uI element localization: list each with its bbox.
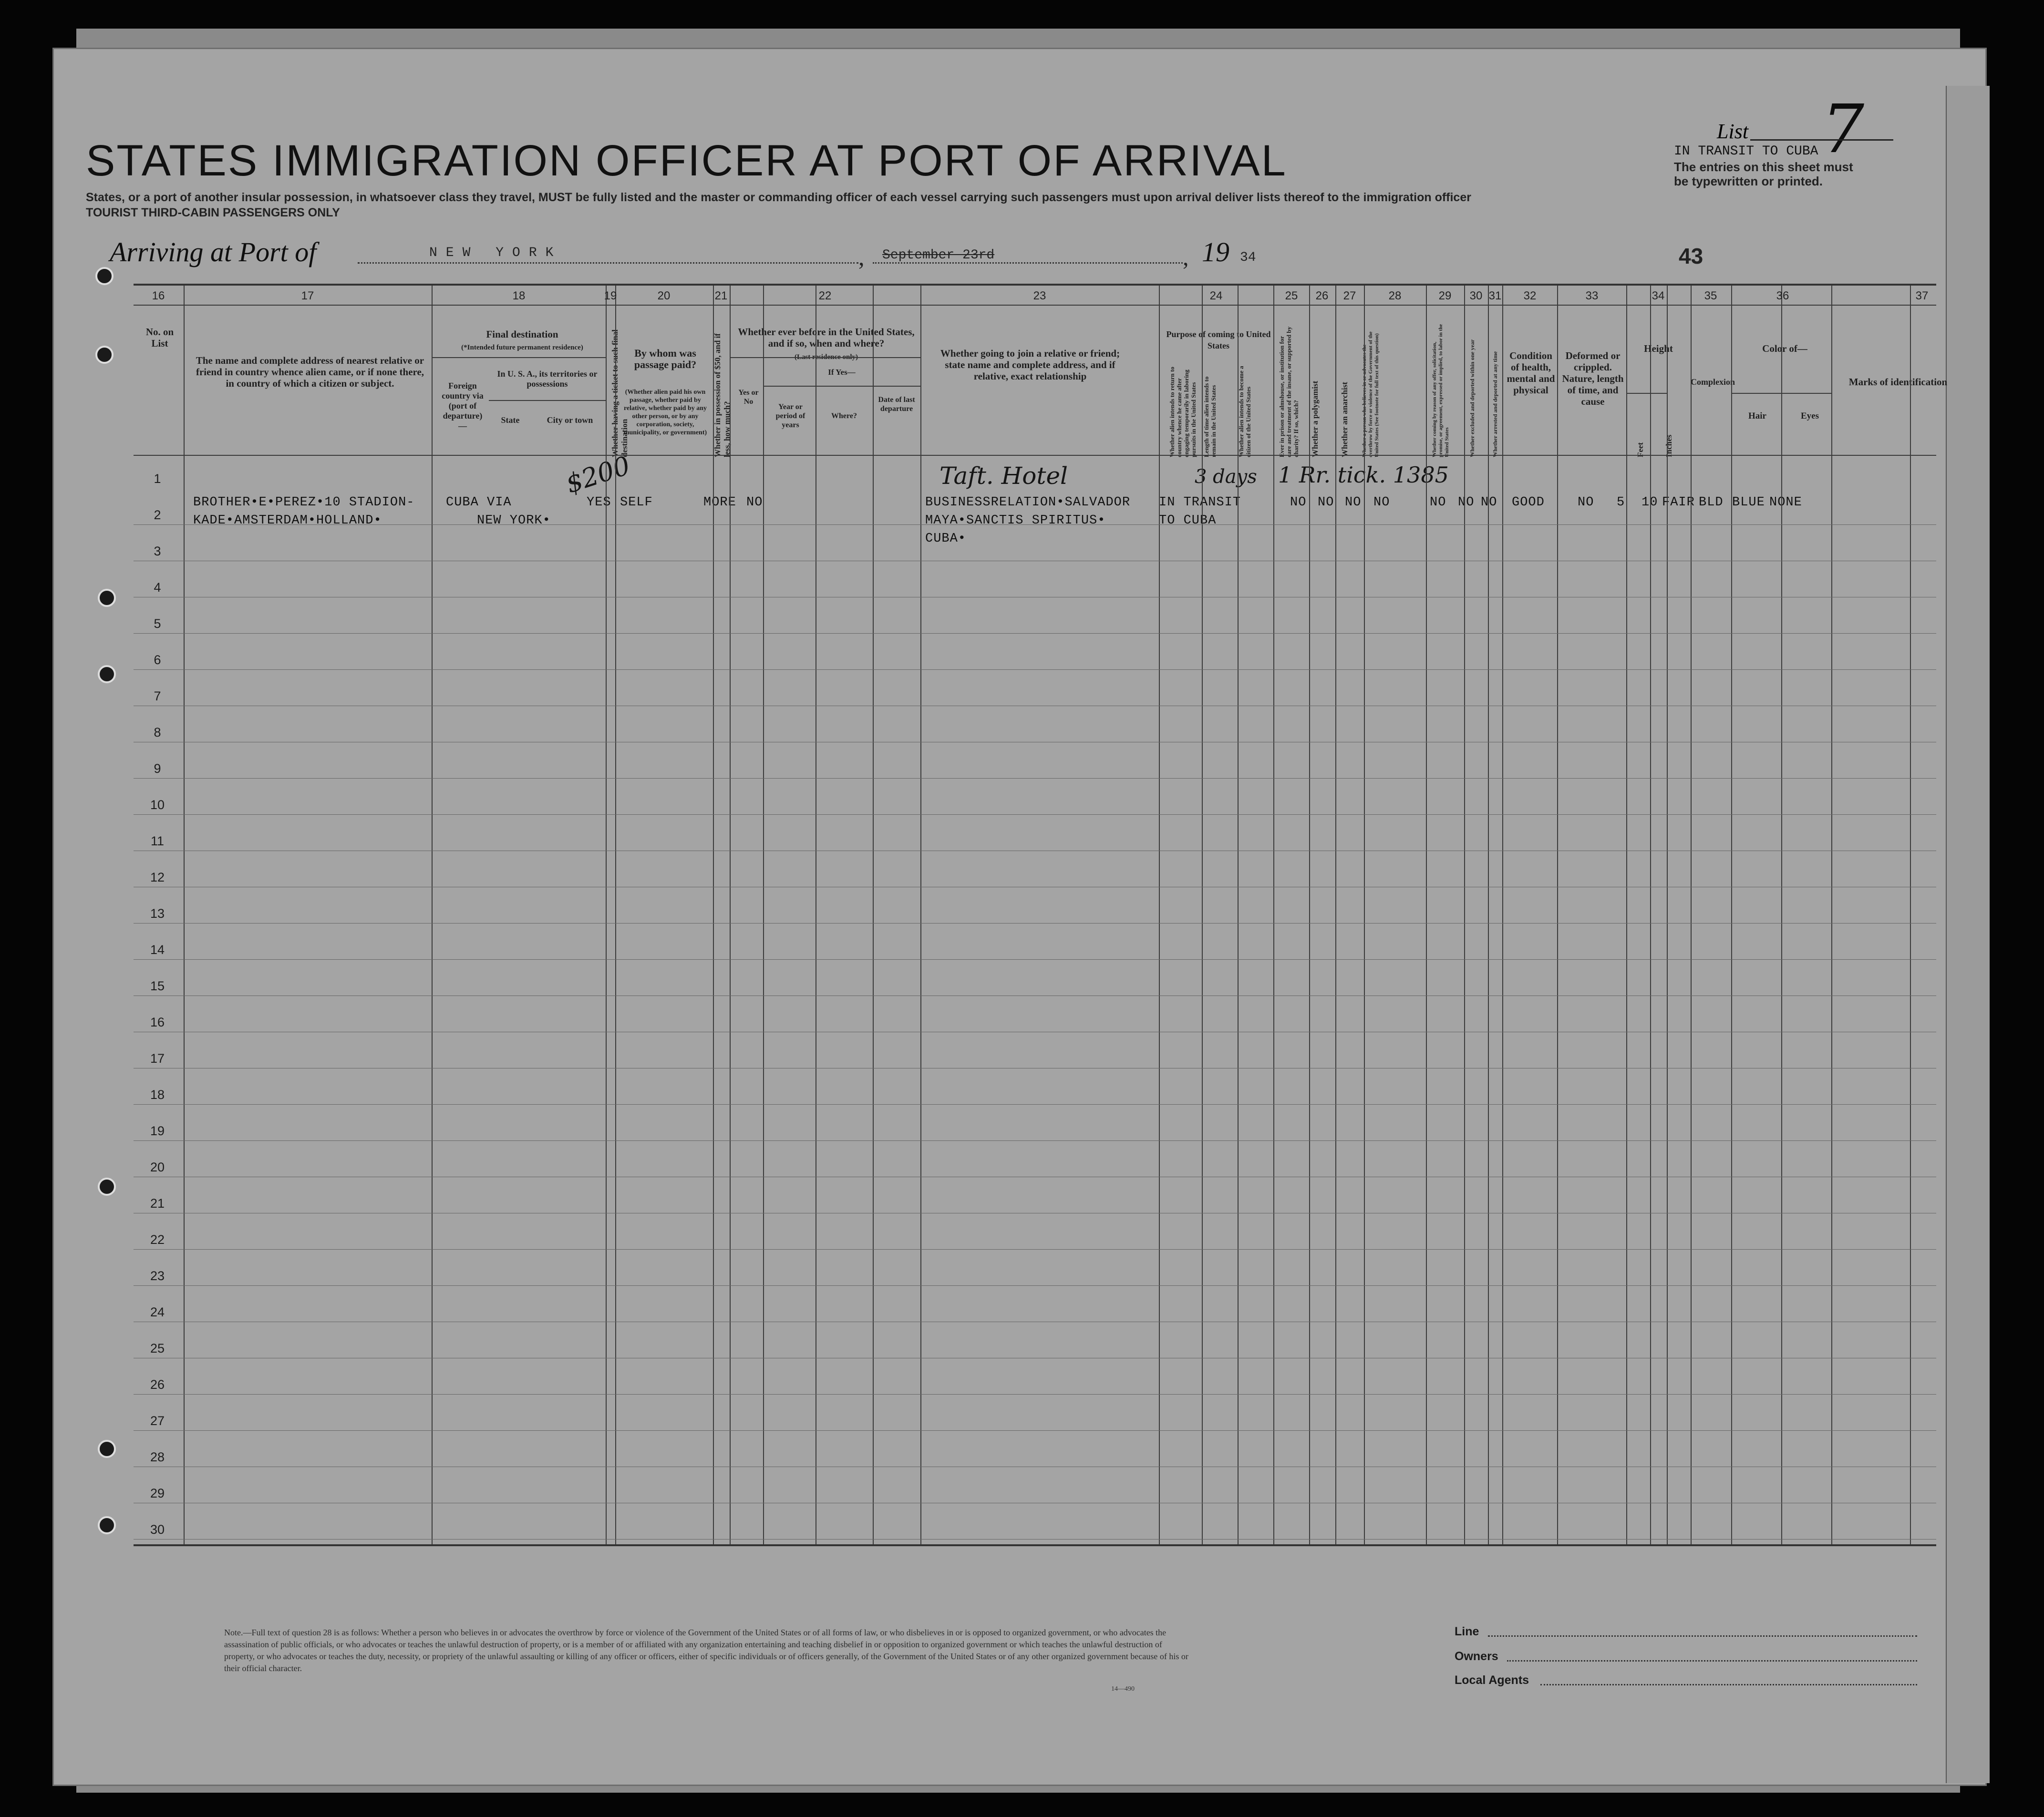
col24a-header: Whether alien intends to return to country whence he came after engaging temporarily in laboring pursuits in the United States — [1168, 367, 1197, 457]
row-divider — [730, 357, 920, 358]
column-number: 30 — [1469, 289, 1483, 302]
row-number: 11 — [150, 834, 165, 848]
row-number: 13 — [150, 906, 165, 921]
entry-join-line2: MAYA•SANCTIS SPIRITUS• — [925, 513, 1106, 528]
entry-relative-line1: BROTHER•E•PEREZ•10 STADION- — [193, 495, 415, 510]
page-number: 43 — [1679, 244, 1703, 268]
row-number: 7 — [154, 689, 161, 703]
entry-deported: NO — [1481, 495, 1497, 510]
row-number: 20 — [150, 1160, 165, 1174]
row-number: 5 — [154, 616, 161, 631]
row-number: 17 — [150, 1051, 165, 1066]
col36-hair-header: Hair — [1748, 411, 1766, 421]
column-divider — [1667, 286, 1668, 1544]
row-number: 12 — [150, 870, 165, 884]
column-divider — [1159, 286, 1160, 1544]
entry-prison: NO — [1290, 495, 1307, 510]
col33-header: Deformed or crippled. Nature, length of time, and cause — [1562, 350, 1624, 407]
column-number: 24 — [1209, 289, 1223, 302]
column-divider — [1335, 286, 1336, 1544]
row-number: 9 — [154, 761, 161, 776]
column-number: 22 — [818, 289, 832, 302]
entry-money: MORE — [703, 495, 736, 510]
arriving-label: Arriving at Port of — [110, 236, 317, 267]
handwritten-hotel: Taft. Hotel — [939, 462, 1068, 490]
column-number: 28 — [1388, 289, 1402, 302]
column-divider — [184, 286, 185, 1544]
separator: , — [858, 244, 865, 270]
entry-purpose-line1: IN TRANSIT — [1159, 495, 1241, 510]
col29-header: Whether coming by reason of any offer, solicitation, promise, or agreement, expressed or implied, to labor in the United States — [1432, 324, 1450, 457]
row-divider — [489, 400, 606, 401]
row-divider — [134, 778, 1936, 779]
column-number: 16 — [152, 289, 165, 302]
col18-usa-header: In U. S. A., its territories or possessions — [497, 369, 598, 389]
column-number: 26 — [1315, 289, 1329, 302]
punch-hole — [98, 1516, 116, 1534]
entry-feet: 5 — [1617, 495, 1625, 510]
row-number: 23 — [150, 1269, 165, 1283]
row-number: 8 — [154, 725, 161, 739]
row-number: 24 — [150, 1305, 165, 1319]
column-divider — [615, 286, 616, 1544]
row-number: 15 — [150, 979, 165, 993]
col26-header: Whether a polygamist — [1311, 380, 1320, 457]
entry-ticket: YES — [587, 495, 611, 510]
col34-header: Height — [1644, 343, 1673, 354]
row-divider — [134, 814, 1936, 815]
row-number: 2 — [154, 508, 161, 522]
entry-polygamist: NO — [1318, 495, 1334, 510]
column-number: 37 — [1915, 289, 1929, 302]
row-divider — [134, 1285, 1936, 1286]
list-number: 7 — [1822, 91, 1865, 168]
column-number: 17 — [301, 289, 314, 302]
entry-been-before: NO — [746, 495, 763, 510]
punch-hole — [95, 267, 114, 285]
entry-anarchist: NO — [1345, 495, 1362, 510]
punch-hole — [98, 1178, 116, 1196]
entry-eyes: BLUE — [1732, 495, 1765, 510]
port-value: NEW YORK — [429, 246, 562, 260]
column-divider — [1557, 286, 1558, 1544]
row-number: 28 — [150, 1450, 165, 1464]
form-code: 14—490 — [1111, 1685, 1135, 1693]
entry-foreign-line2: NEW YORK• — [477, 513, 551, 528]
year-suffix: 34 — [1240, 250, 1256, 265]
row-divider — [432, 357, 606, 358]
row-divider — [134, 455, 1936, 456]
column-divider — [1488, 286, 1489, 1544]
col22-yesno-header: Yes or No — [738, 389, 759, 406]
row-divider — [134, 305, 1936, 306]
column-number: 19 — [604, 289, 617, 302]
manifest-table — [134, 284, 1948, 1546]
row-divider — [134, 633, 1936, 634]
sheet-instruction-line: be typewritten or printed. — [1674, 174, 1823, 188]
column-divider — [1626, 286, 1627, 1544]
col18-foreign-header: Foreign country via (port of departure)— — [442, 381, 484, 431]
row-number: 22 — [150, 1232, 165, 1247]
column-number: 33 — [1585, 289, 1599, 302]
row-divider — [134, 959, 1936, 960]
column-divider — [1502, 286, 1503, 1544]
row-number: 30 — [150, 1522, 165, 1537]
col18-state-header: State — [501, 415, 520, 425]
column-number: 21 — [714, 289, 728, 302]
column-divider — [730, 286, 731, 1544]
entry-marks: NONE — [1769, 495, 1802, 510]
port-line — [358, 262, 858, 264]
row-divider — [134, 1249, 1936, 1250]
col17-header: The name and complete address of nearest relative or friend in country whence alien came, or if none there, in country of which a citizen or subject. — [196, 355, 424, 389]
column-divider — [763, 286, 764, 1544]
entry-labor-offer: NO — [1430, 495, 1446, 510]
col36-eyes-header: Eyes — [1801, 411, 1819, 421]
row-divider — [134, 1539, 1936, 1540]
col24b-header: Length of time alien intends to remain in the United States — [1203, 376, 1217, 457]
col23-header: Whether going to join a relative or friend; state name and complete address, and if relative, exact relationship — [940, 348, 1120, 382]
entry-complexion: FAIR — [1662, 495, 1695, 510]
col22-date-header: Date of last departure — [878, 396, 915, 413]
manifest-title: STATES IMMIGRATION OFFICER AT PORT OF ARRIVAL — [86, 136, 1287, 185]
punch-hole — [95, 346, 114, 364]
col18-city-header: City or town — [547, 415, 593, 425]
footer-line-field — [1488, 1635, 1917, 1637]
column-number: 23 — [1033, 289, 1046, 302]
row-number: 1 — [154, 472, 161, 486]
col31-header: Whether arrested and deported at any time — [1492, 351, 1498, 457]
punch-hole — [98, 1440, 116, 1458]
column-divider — [1202, 286, 1203, 1544]
col27-header: Whether an anarchist — [1340, 381, 1349, 457]
column-divider — [1781, 286, 1782, 1544]
entry-relative-line2: KADE•AMSTERDAM•HOLLAND• — [193, 513, 382, 528]
column-divider — [873, 286, 874, 1544]
column-number: 31 — [1488, 289, 1502, 302]
column-number: 32 — [1523, 289, 1537, 302]
passenger-class: TOURIST THIRD-CABIN PASSENGERS ONLY — [86, 206, 340, 219]
col22-ifyes-header: If Yes— — [828, 368, 856, 377]
column-number: 35 — [1704, 289, 1717, 302]
entry-purpose-line2: TO CUBA — [1159, 513, 1217, 528]
row-divider — [1626, 393, 1667, 394]
col24c-header: Whether alien intends to become a citizen of the United States — [1238, 366, 1252, 457]
row-divider — [134, 1430, 1936, 1431]
column-divider — [1238, 286, 1239, 1544]
col16-header: No. on List — [145, 326, 174, 349]
col18-header: Final destination — [486, 328, 558, 340]
row-number: 29 — [150, 1486, 165, 1500]
col22-where-header: Where? — [831, 412, 857, 420]
entry-hair: BLD — [1699, 495, 1724, 510]
column-number: 25 — [1285, 289, 1298, 302]
col20-header: By whom was passage paid? — [634, 347, 697, 370]
col22-subheader: (Last residence only) — [794, 353, 858, 361]
col37-header: Marks of identification — [1848, 376, 1948, 388]
col22-header: Whether ever before in the United States, and if so, when and where? — [738, 326, 915, 349]
manifest-subtitle: States, or a port of another insular possession, in whatsoever class they travel, MUST be fully listed and the master or commanding officer of each vessel carrying such passengers must upon arrival deliver lists thereof to the immigration officer — [86, 191, 1471, 204]
row-number: 26 — [150, 1377, 165, 1392]
col36-header: Color of— — [1762, 343, 1807, 354]
row-number: 18 — [150, 1088, 165, 1102]
column-divider — [606, 286, 607, 1544]
footnote-question-28: Note.—Full text of question 28 is as follows: Whether a person who believes in or advocates the overthrow by force or violence of the Government of the United States or of all forms of law, or who disbelieves in or is opposed to organized government, or who advocates the assassination of public officials, or who advocates or teaches the unlawful destruction of property, or is a member of or affiliated with any organization entertaining and teaching disbelief in or opposition to organized government or which teaches the unlawful destruction of property, or who advocates or teaches the duty, necessity, or propriety of the unlawful assaulting or killing of any officer or officers, either of specific individuals or of officers generally, of the Government of the United States or of any other organized government because of his or their official character. — [224, 1628, 1188, 1673]
col34-feet-header: Feet — [1636, 442, 1645, 457]
col19-header: Whether having a ticket to such final destination — [610, 329, 629, 457]
column-number: 20 — [657, 289, 671, 302]
row-number: 27 — [150, 1414, 165, 1428]
row-divider — [134, 923, 1936, 924]
column-divider — [1309, 286, 1310, 1544]
row-divider — [134, 1104, 1936, 1105]
punch-hole — [98, 589, 116, 607]
col22-year-header: Year or period of years — [775, 403, 805, 429]
list-underline — [1750, 139, 1893, 141]
punch-hole — [98, 665, 116, 683]
entry-deformed: NO — [1578, 495, 1594, 510]
row-divider — [134, 669, 1936, 670]
handwritten-days: 3 days — [1195, 466, 1257, 488]
footer-line-label: Line — [1455, 1625, 1479, 1638]
row-number: 14 — [150, 943, 165, 957]
col30-header: Whether excluded and deported within one year — [1469, 339, 1476, 457]
row-divider — [134, 1394, 1936, 1395]
col25-header: Ever in prison or almshouse, or institution for care and treatment of the insane, or supported by charity? If so, which? — [1278, 326, 1300, 457]
col21-header: Whether in possession of $50, and if less, how much? — [713, 333, 732, 457]
handwritten-ticket: 1 Rr. tick. 1385 — [1278, 462, 1449, 488]
entry-join-line1: BUSINESSRELATION•SALVADOR — [925, 495, 1131, 510]
column-divider — [1364, 286, 1365, 1544]
entry-foreign-line1: CUBA VIA — [446, 495, 512, 510]
col28-header: Whether a person who believes in or advocates the overthrow by force or violence of the Government of the United States (See footnote for full text of this question) — [1362, 331, 1380, 457]
column-divider — [713, 286, 714, 1544]
column-number: 18 — [512, 289, 526, 302]
row-number: 21 — [150, 1196, 165, 1211]
footer-agents-label: Local Agents — [1455, 1673, 1529, 1687]
column-divider — [1426, 286, 1427, 1544]
row-number: 4 — [154, 580, 161, 595]
column-divider — [1464, 286, 1465, 1544]
column-divider — [1831, 286, 1832, 1544]
row-number: 6 — [154, 653, 161, 667]
entry-join-line3: CUBA• — [925, 532, 967, 546]
row-number: 10 — [150, 798, 165, 812]
page-edges — [1946, 86, 1990, 1783]
column-divider — [432, 286, 433, 1544]
col32-header: Condition of health, mental and physical — [1507, 350, 1555, 396]
column-divider — [1650, 286, 1651, 1544]
entry-overthrow: NO — [1373, 495, 1390, 510]
column-divider — [1273, 286, 1274, 1544]
col24-header: Purpose of coming to United States — [1166, 329, 1271, 350]
entry-paid-by: SELF — [620, 495, 653, 510]
handwritten-money: $200 — [562, 450, 634, 499]
list-label: List — [1717, 120, 1749, 143]
entry-health: GOOD — [1512, 495, 1545, 510]
row-divider — [1731, 393, 1831, 394]
arrival-date: September 23rd — [882, 248, 995, 263]
row-divider — [134, 1140, 1936, 1141]
footer-owners-field — [1507, 1660, 1917, 1662]
column-number: 34 — [1652, 289, 1665, 302]
sheet-instructions — [1674, 160, 1853, 188]
col18-subheader: (*Intended future permanent residence) — [461, 344, 583, 351]
row-divider — [134, 524, 1936, 525]
column-number: 29 — [1438, 289, 1452, 302]
column-number: 27 — [1343, 289, 1356, 302]
entry-inches: 10 — [1641, 495, 1658, 510]
column-divider — [1691, 286, 1692, 1544]
col20-subheader: (Whether alien paid his own passage, whether paid by relative, whether paid by any other person, or by any corporation, society, municipality, or government) — [623, 389, 707, 436]
footer-agents-field — [1540, 1684, 1917, 1685]
row-number: 19 — [150, 1124, 165, 1138]
row-number: 3 — [154, 544, 161, 558]
column-divider — [1731, 286, 1732, 1544]
row-number: 16 — [150, 1015, 165, 1029]
column-divider — [920, 286, 921, 1544]
row-divider — [763, 386, 920, 387]
col35-header: Complexion — [1691, 377, 1735, 387]
row-number: 25 — [150, 1341, 165, 1355]
col34-inches-header: Inches — [1664, 434, 1673, 457]
footer-owners-label: Owners — [1455, 1650, 1498, 1663]
entry-excluded: NO — [1458, 495, 1475, 510]
sheet-instruction-line: The entries on this sheet must — [1674, 160, 1853, 174]
transit-stamp: IN TRANSIT TO CUBA — [1674, 144, 1818, 159]
column-divider — [1910, 286, 1911, 1544]
column-number: 36 — [1776, 289, 1789, 302]
separator: , — [1183, 244, 1189, 270]
year-prefix: 19 — [1202, 236, 1229, 267]
